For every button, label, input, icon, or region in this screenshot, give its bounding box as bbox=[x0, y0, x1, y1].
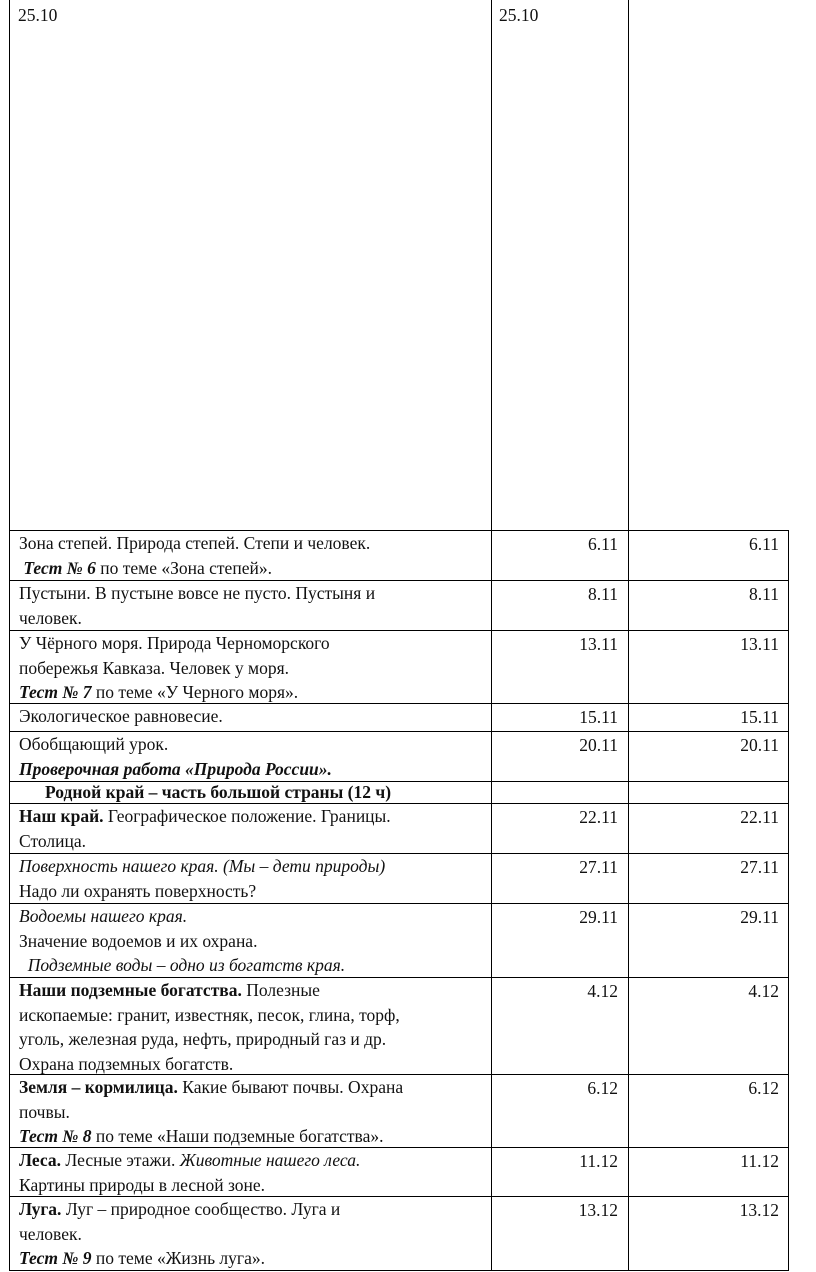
date-actual: 15.11 bbox=[740, 707, 779, 727]
date-planned: 27.11 bbox=[579, 857, 618, 877]
date-planned: 4.12 bbox=[587, 981, 618, 1001]
topic-text: по теме «У Черного моря». bbox=[91, 682, 299, 702]
topic-text: У Чёрного моря. Природа Черноморского bbox=[19, 633, 330, 653]
topic-text: человек. bbox=[19, 607, 82, 628]
table-row-topic bbox=[19, 978, 488, 1076]
topic-line bbox=[19, 704, 488, 729]
topic-line bbox=[19, 978, 488, 1003]
topic-text: Географическое положение. Границы. bbox=[103, 806, 391, 826]
topic-text: по теме «Наши подземные богатства». bbox=[91, 1126, 384, 1146]
date-actual: 27.11 bbox=[740, 857, 779, 877]
date-planned: 6.12 bbox=[587, 1078, 618, 1098]
topic-text: Картины природы в лесной зоне. bbox=[19, 1174, 266, 1195]
top-right-border bbox=[628, 0, 629, 530]
topic-line bbox=[19, 953, 488, 978]
date-actual: 22.11 bbox=[740, 807, 779, 827]
date-actual: 29.11 bbox=[740, 907, 779, 927]
table-row-topic bbox=[19, 854, 488, 903]
topic-text: Тест № 6 bbox=[19, 557, 96, 578]
top-left-border bbox=[9, 0, 10, 530]
date-planned: 6.11 bbox=[588, 534, 618, 554]
topic-text: человек. bbox=[19, 1223, 82, 1244]
date-planned: 13.11 bbox=[579, 634, 618, 654]
topic-line bbox=[19, 656, 488, 681]
topic-line bbox=[19, 1027, 488, 1052]
section-heading: Родной край – часть большой страны (12 ч) bbox=[45, 782, 392, 802]
top-mid-border bbox=[491, 0, 492, 530]
topic-line bbox=[19, 1052, 488, 1077]
topic-line bbox=[19, 680, 488, 705]
topic-text: Подземные воды – одно из богатств края. bbox=[19, 955, 346, 975]
table-left-border bbox=[9, 530, 10, 1270]
topic-text: Поверхность нашего края. (Мы – дети природы) bbox=[19, 856, 386, 876]
topic-text: Луг – природное сообщество. Луга и bbox=[61, 1199, 341, 1219]
topic-line bbox=[19, 904, 488, 929]
date-actual: 8.11 bbox=[749, 584, 779, 604]
top-date-planned: 25.10 bbox=[18, 5, 58, 25]
topic-line bbox=[19, 531, 488, 556]
topic-text: Столица. bbox=[19, 830, 86, 851]
topic-line bbox=[19, 732, 488, 757]
topic-text: Обобщающий урок. bbox=[19, 734, 169, 754]
topic-line bbox=[19, 606, 488, 631]
topic-text: Животные нашего леса. bbox=[179, 1150, 361, 1170]
topic-text: Надо ли охранять поверхность? bbox=[19, 880, 257, 901]
topic-text: побережья Кавказа. Человек у моря. bbox=[19, 657, 290, 678]
topic-text: почвы. bbox=[19, 1101, 70, 1122]
topic-text: Значение водоемов и их охрана. bbox=[19, 930, 258, 951]
table-row-topic bbox=[19, 1148, 488, 1197]
topic-line bbox=[19, 1246, 488, 1271]
topic-text: Проверочная работа «Природа России». bbox=[19, 758, 332, 779]
date-planned: 8.11 bbox=[588, 584, 618, 604]
topic-text: Леса. bbox=[19, 1150, 62, 1170]
topic-text: Тест № 8 bbox=[19, 1126, 92, 1146]
date-actual: 11.12 bbox=[740, 1151, 779, 1171]
topic-line bbox=[19, 1100, 488, 1125]
topic-line bbox=[19, 1003, 488, 1028]
topic-line bbox=[19, 1124, 488, 1149]
topic-text: Тест № 9 bbox=[19, 1248, 92, 1268]
topic-text: Охрана подземных богатств. bbox=[19, 1053, 234, 1074]
table-row-topic bbox=[19, 904, 488, 978]
date-actual: 13.11 bbox=[740, 634, 779, 654]
table-row-topic bbox=[19, 704, 488, 729]
topic-line bbox=[19, 804, 488, 829]
table-row-topic bbox=[19, 531, 488, 580]
date-planned: 29.11 bbox=[579, 907, 618, 927]
table-row-topic bbox=[19, 631, 488, 705]
date-actual: 4.12 bbox=[748, 981, 779, 1001]
table-row-topic bbox=[19, 804, 488, 853]
table-row-topic bbox=[19, 1075, 488, 1149]
topic-text: Луга. bbox=[19, 1199, 62, 1219]
table-row-topic bbox=[19, 1197, 488, 1271]
date-actual: 20.11 bbox=[740, 735, 779, 755]
table-right-border bbox=[788, 530, 789, 1270]
topic-text: по теме «Зона степей». bbox=[95, 557, 272, 578]
topic-line bbox=[19, 854, 488, 879]
date-planned: 11.12 bbox=[579, 1151, 618, 1171]
topic-line bbox=[19, 879, 488, 904]
topic-text: Тест № 7 bbox=[19, 682, 92, 702]
topic-text: Зона степей. Природа степей. Степи и человек. bbox=[19, 533, 371, 553]
topic-text: Лесные этажи. bbox=[61, 1150, 180, 1170]
topic-text: Пустыни. В пустыне вовсе не пусто. Пустыня и bbox=[19, 583, 376, 603]
topic-text: Земля – кормилица. bbox=[19, 1077, 178, 1097]
topic-line bbox=[19, 581, 488, 606]
topic-line bbox=[19, 631, 488, 656]
topic-line bbox=[19, 1222, 488, 1247]
topic-line bbox=[19, 757, 488, 782]
date-planned: 15.11 bbox=[579, 707, 618, 727]
date-planned: 20.11 bbox=[579, 735, 618, 755]
topic-text: ископаемые: гранит, известняк, песок, глина, торф, bbox=[19, 1004, 400, 1025]
table-row-topic bbox=[19, 581, 488, 630]
topic-text: Наш край. bbox=[19, 806, 104, 826]
top-date-actual: 25.10 bbox=[499, 5, 539, 25]
date-actual: 6.11 bbox=[749, 534, 779, 554]
topic-line bbox=[19, 929, 488, 954]
topic-text: по теме «Жизнь луга». bbox=[91, 1248, 265, 1268]
date-planned: 22.11 bbox=[579, 807, 618, 827]
topic-line bbox=[19, 1148, 488, 1173]
date-actual: 13.12 bbox=[739, 1200, 779, 1220]
topic-line bbox=[19, 1197, 488, 1222]
date-planned: 13.12 bbox=[578, 1200, 618, 1220]
topic-line bbox=[19, 556, 488, 581]
topic-text: Экологическое равновесие. bbox=[19, 706, 223, 726]
topic-line bbox=[19, 829, 488, 854]
date-actual: 6.12 bbox=[748, 1078, 779, 1098]
topic-text: Водоемы нашего края. bbox=[19, 906, 188, 926]
topic-text: уголь, железная руда, нефть, природный газ и др. bbox=[19, 1029, 387, 1049]
topic-text: Наши подземные богатства. bbox=[19, 980, 242, 1000]
topic-text: Полезные bbox=[241, 980, 320, 1000]
topic-text: Какие бывают почвы. Охрана bbox=[177, 1077, 404, 1097]
topic-line bbox=[19, 1173, 488, 1198]
topic-line bbox=[19, 1075, 488, 1100]
table-row-topic bbox=[19, 732, 488, 781]
